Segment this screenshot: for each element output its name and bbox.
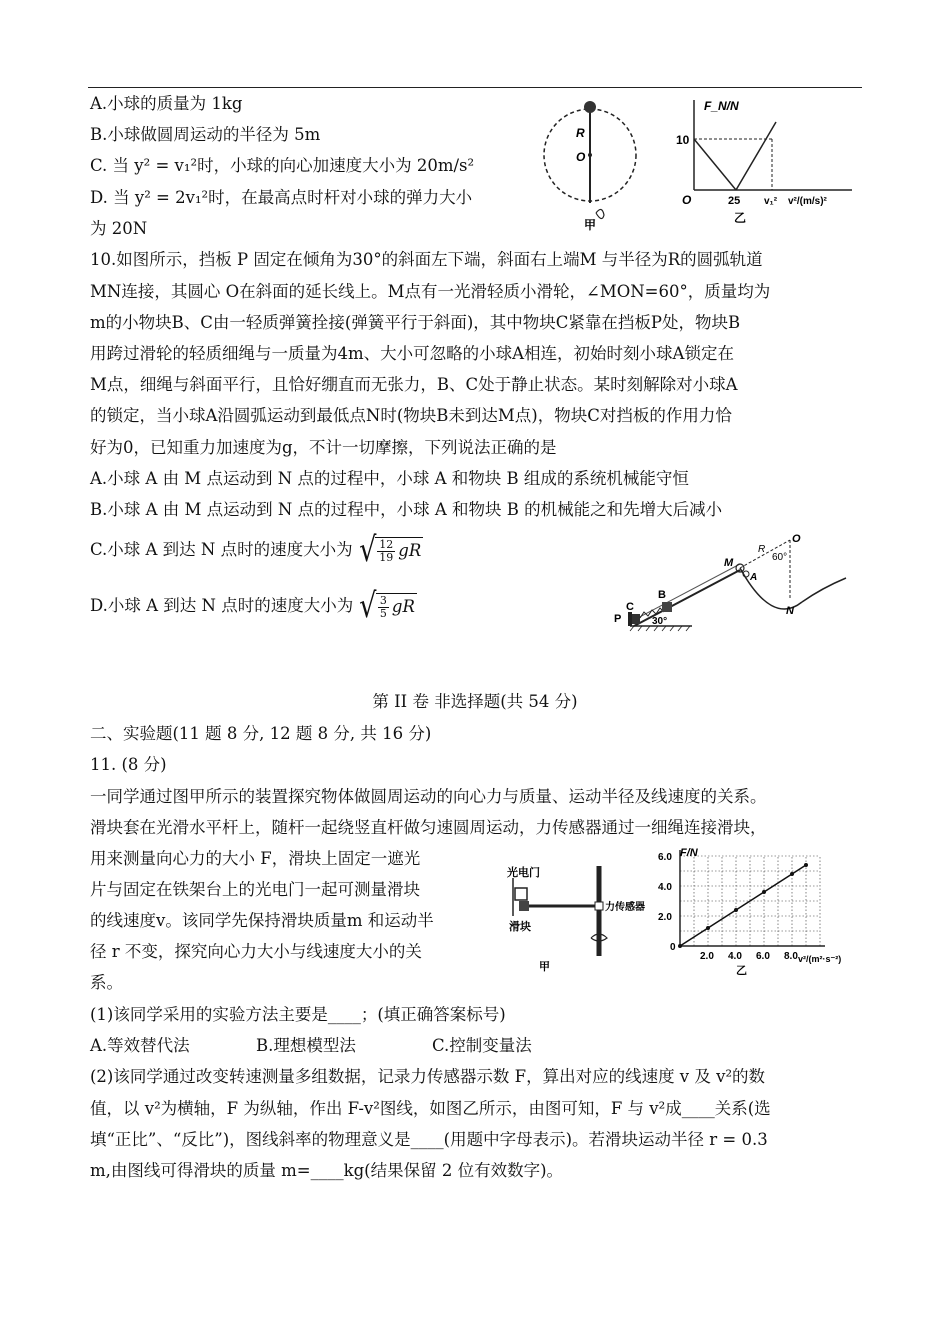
q10-line-1: 10.如图所示，挡板 P 固定在倾角为30°的斜面左下端，斜面右上端M 与半径为R的圆弧轨道 — [90, 250, 763, 269]
x-tick-label: 4.0 — [728, 951, 742, 962]
rope — [634, 564, 740, 620]
label-p: P — [614, 613, 622, 625]
q11-intro-1: 一同学通过图甲所示的装置探究物体做圆周运动的向心力与质量、运动半径及线速度的关系。 — [90, 787, 767, 806]
data-point — [762, 890, 766, 894]
figure-incline-arc — [612, 530, 852, 638]
block-c — [632, 614, 640, 624]
chart-y-label: F/N — [680, 847, 698, 859]
figure-fn-graph — [672, 92, 862, 237]
fraction-d — [378, 595, 389, 620]
q10-option-c-text: C.小球 A 到达 N 点时的速度大小为 — [90, 540, 353, 559]
data-point — [706, 926, 710, 930]
q10-option-d — [90, 586, 417, 626]
label-a: A — [750, 572, 758, 583]
label-slider: 滑块 — [509, 921, 531, 933]
q11-part1: (1)该同学采用的实验方法主要是____；(填正确答案标号) — [90, 1005, 506, 1024]
frac-d-tail: gR — [391, 597, 415, 616]
q9-option-c: C. 当 y² = v₁²时，小球的向心加速度大小为 20m/s² — [90, 156, 475, 175]
q11-part2-line4: m,由图线可得滑块的质量 m=____kg(结果保留 2 位有效数字)。 — [90, 1161, 564, 1180]
q11-intro-4: 片与固定在铁架台上的光电门一起可测量滑块 — [90, 880, 420, 899]
graph-line-right — [736, 122, 776, 190]
data-point — [804, 863, 808, 867]
barrier-p — [628, 612, 632, 626]
label-slope-angle: 30° — [652, 616, 668, 627]
label-r-q10: R — [758, 544, 766, 555]
sqrt-sign-c: √ — [358, 530, 377, 570]
q10-line-5: M点，细绳与斜面平行，且恰好绷直而无张力，B、C处于静止状态。某时刻解除对小球A — [90, 375, 738, 394]
q11-part2-line2: 值，以 v²为横轴，F 为纵轴，作出 F-v²图线，如图乙所示，由图可知，F 与 v²成____关系(选 — [90, 1099, 771, 1118]
center-point — [588, 153, 592, 157]
frac-d-num: 3 — [379, 593, 387, 607]
sqrt-d — [357, 586, 417, 626]
q11-part2-line1: (2)该同学通过改变转速测量多组数据，记录力传感器示数 F，算出对应的线速度 v 及 v²的数 — [90, 1067, 766, 1086]
x-tick-label: 6.0 — [756, 951, 770, 962]
rotation-arrow — [596, 209, 604, 218]
q9-option-a: A.小球的质量为 1kg — [90, 94, 243, 113]
q11-intro-6: 径 r 不变，探究向心力大小与线速度大小的关 — [90, 942, 422, 961]
x-axis-label: v²/(m/s)² — [788, 196, 827, 207]
incline — [634, 570, 740, 626]
q10-line-7: 好为0，已知重力加速度为g，不计一切摩擦，下列说法正确的是 — [90, 438, 557, 457]
y-tick-label: 4.0 — [658, 882, 672, 893]
photogate — [515, 888, 527, 900]
q10-line-6: 的锁定，当小球A沿圆弧运动到最低点N时(物块B未到达M点)，物块C对挡板的作用力恰 — [90, 406, 732, 425]
q11-intro-3: 用来测量向心力的大小 F，滑块上固定一遮光 — [90, 849, 421, 868]
y-tick-10: 10 — [676, 133, 690, 147]
q10-option-b: B.小球 A 由 M 点运动到 N 点的过程中，小球 A 和物块 B 的机械能之和先增大后减小 — [90, 500, 723, 519]
label-n: N — [786, 605, 794, 617]
radicand-d — [376, 593, 417, 620]
label-c: C — [626, 601, 634, 613]
q9-option-b: B.小球做圆周运动的半径为 5m — [90, 125, 321, 144]
figure-circle-rod — [540, 95, 650, 235]
q9-option-d-line1: D. 当 y² = 2v₁²时，在最高点时杆对小球的弹力大小 — [90, 188, 473, 207]
y-tick-label: 0 — [670, 942, 676, 953]
y-axis-label: F_N/N — [704, 99, 739, 113]
section-subtitle: 二、实验题(11 题 8 分, 12 题 8 分, 共 16 分) — [90, 724, 432, 743]
figure-f-v2-chart — [650, 842, 865, 977]
q11-option-a: A.等效替代法 — [90, 1036, 190, 1055]
series-line — [680, 865, 806, 946]
label-o: O — [576, 150, 586, 164]
x-tick-v1: v₁² — [764, 196, 778, 207]
caption-yi-q9: 乙 — [734, 211, 747, 225]
label-r: R — [576, 126, 585, 140]
x-tick-label: 8.0 — [784, 951, 798, 962]
figure-apparatus — [505, 858, 645, 973]
fraction-c — [377, 539, 395, 564]
sqrt-c — [357, 530, 424, 570]
q11-option-b: B.理想模型法 — [256, 1036, 356, 1055]
x-tick-25: 25 — [728, 195, 741, 207]
origin-label: O — [682, 193, 692, 207]
label-angle: 60° — [772, 552, 788, 563]
q11-intro-5: 的线速度v。该同学先保持滑块质量m 和运动半 — [90, 911, 434, 930]
frac-c-den: 19 — [379, 550, 394, 564]
chart-x-label: v²/(m²·s⁻²) — [798, 954, 842, 964]
frac-d-den: 5 — [379, 606, 387, 620]
x-tick-label: 2.0 — [700, 951, 714, 962]
q11-intro-7: 系。 — [90, 973, 123, 992]
section-title: 第 II 卷 非选择题(共 54 分) — [372, 692, 578, 711]
q10-line-3: m的小物块B、C由一轻质弹簧拴接(弹簧平行于斜面)，其中物块C紧靠在挡板P处，物块B — [90, 313, 741, 332]
label-b: B — [658, 589, 666, 601]
q10-option-d-text: D.小球 A 到达 N 点时的速度大小为 — [90, 596, 354, 615]
frac-c-tail: gR — [398, 541, 422, 560]
q10-line-2: MN连接，其圆心 O在斜面的延长线上。M点有一光滑轻质小滑轮，∠MON=60°，质量均为 — [90, 282, 771, 301]
q11-part2-line3: 填“正比”、“反比”)，图线斜率的物理意义是____(用题中字母表示)。若滑块运动半径 r = 0.3 — [90, 1130, 768, 1149]
block-b — [662, 602, 672, 612]
caption-jia-q11: 甲 — [539, 961, 550, 973]
ball — [584, 101, 596, 113]
label-force-sensor: 力传感器 — [605, 902, 645, 913]
sqrt-sign-d: √ — [359, 586, 377, 626]
slider — [519, 901, 529, 911]
arc-extension — [802, 578, 846, 602]
data-point — [790, 872, 794, 876]
q11-intro-2: 滑块套在光滑水平杆上，随杆一起绕竖直杆做匀速圆周运动，力传感器通过一细绳连接滑块， — [90, 818, 767, 837]
radicand-c — [375, 537, 423, 564]
data-point — [678, 944, 682, 948]
chart-series — [678, 863, 808, 948]
q11-header: 11. (8 分) — [90, 755, 167, 774]
label-m: M — [724, 557, 734, 569]
label-o-q10: O — [792, 533, 801, 545]
q9-option-d-line2: 为 20N — [90, 219, 148, 238]
q10-option-c — [90, 530, 423, 570]
caption-yi-q11: 乙 — [736, 965, 747, 977]
caption-jia-q9: 甲 — [584, 218, 597, 232]
y-tick-label: 2.0 — [658, 912, 672, 923]
label-photogate: 光电门 — [507, 867, 540, 879]
q10-line-4: 用跨过滑轮的轻质细绳与一质量为4m、大小可忽略的小球A相连，初始时刻小球A锁定在 — [90, 344, 734, 363]
data-point — [734, 908, 738, 912]
graph-line-left — [694, 139, 736, 190]
top-rule — [88, 87, 862, 88]
frac-c-num: 12 — [379, 537, 394, 551]
q10-option-a: A.小球 A 由 M 点运动到 N 点的过程中，小球 A 和物块 B 组成的系统机械能守恒 — [90, 469, 689, 488]
q11-option-c: C.控制变量法 — [432, 1036, 532, 1055]
y-tick-label: 6.0 — [658, 852, 672, 863]
force-sensor — [595, 902, 603, 910]
